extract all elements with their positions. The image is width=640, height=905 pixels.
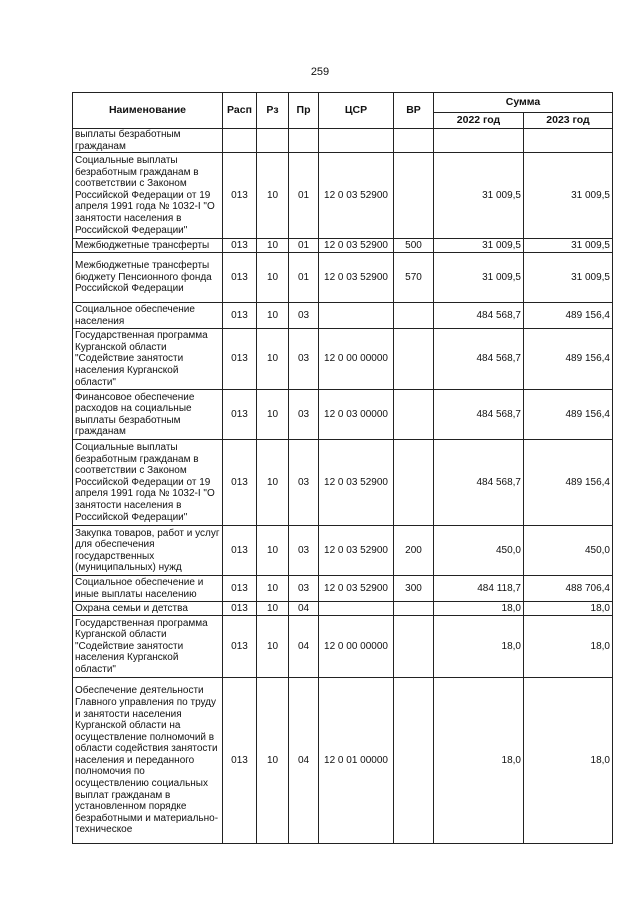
cell-2022: 484 568,7 — [434, 303, 524, 329]
cell-rasp: 013 — [223, 526, 257, 576]
cell-rz: 10 — [257, 329, 289, 390]
cell-vr: 300 — [394, 576, 434, 602]
header-2022: 2022 год — [434, 113, 524, 129]
cell-2022: 31 009,5 — [434, 239, 524, 253]
cell-csr — [319, 303, 394, 329]
cell-vr — [394, 440, 434, 526]
cell-rasp: 013 — [223, 602, 257, 616]
header-vr: ВР — [394, 93, 434, 129]
cell-rz: 10 — [257, 303, 289, 329]
cell-csr — [319, 602, 394, 616]
cell-csr: 12 0 03 52900 — [319, 253, 394, 303]
header-rz: Рз — [257, 93, 289, 129]
cell-csr: 12 0 03 00000 — [319, 390, 394, 440]
cell-vr: 570 — [394, 253, 434, 303]
cell-name: Обеспечение деятельности Главного управления по труду и занятости населения Курганской области на осуществление полномочий в области содействия занятости населения и переданного полномочия по осуществлению социальных выплат гражданам в установленном порядке безработными и материально-техническое — [73, 678, 223, 844]
cell-vr — [394, 329, 434, 390]
table-row — [73, 602, 613, 616]
cell-vr — [394, 616, 434, 678]
cell-2023: 31 009,5 — [524, 239, 613, 253]
cell-2023: 489 156,4 — [524, 329, 613, 390]
cell-2022: 450,0 — [434, 526, 524, 576]
cell-name: Охрана семьи и детства — [73, 602, 223, 616]
cell-rz: 10 — [257, 239, 289, 253]
table-row — [73, 440, 613, 526]
cell-name: Государственная программа Курганской области "Содействие занятости населения Курганской области" — [73, 329, 223, 390]
cell-vr — [394, 129, 434, 153]
cell-pr: 03 — [289, 303, 319, 329]
cell-rz: 10 — [257, 602, 289, 616]
header-sum: Сумма — [434, 93, 613, 113]
cell-rz: 10 — [257, 678, 289, 844]
cell-2023: 450,0 — [524, 526, 613, 576]
cell-csr: 12 0 03 52900 — [319, 526, 394, 576]
cell-vr — [394, 678, 434, 844]
cell-rasp — [223, 129, 257, 153]
cell-name: Межбюджетные трансферты бюджету Пенсионного фонда Российской Федерации — [73, 253, 223, 303]
budget-table — [72, 92, 613, 844]
cell-csr: 12 0 03 52900 — [319, 576, 394, 602]
cell-2022: 18,0 — [434, 602, 524, 616]
cell-pr: 01 — [289, 239, 319, 253]
cell-2023: 489 156,4 — [524, 390, 613, 440]
cell-pr: 04 — [289, 678, 319, 844]
cell-pr: 03 — [289, 526, 319, 576]
cell-name: Социальные выплаты безработным гражданам в соответствии с Законом Российской Федерации от 19 апреля 1991 года № 1032-I "О занятости населения в Российской Федерации" — [73, 440, 223, 526]
cell-rasp: 013 — [223, 153, 257, 239]
cell-rz — [257, 129, 289, 153]
table-row — [73, 390, 613, 440]
cell-2023: 489 156,4 — [524, 440, 613, 526]
cell-2023: 18,0 — [524, 678, 613, 844]
cell-csr — [319, 129, 394, 153]
cell-pr: 03 — [289, 440, 319, 526]
cell-vr — [394, 153, 434, 239]
cell-name: Закупка товаров, работ и услуг для обеспечения государственных (муниципальных) нужд — [73, 526, 223, 576]
table-row — [73, 678, 613, 844]
cell-rz: 10 — [257, 440, 289, 526]
cell-pr: 01 — [289, 153, 319, 239]
table-row — [73, 616, 613, 678]
table-row — [73, 239, 613, 253]
cell-name: Социальное обеспечение и иные выплаты населению — [73, 576, 223, 602]
cell-vr: 200 — [394, 526, 434, 576]
cell-pr: 04 — [289, 616, 319, 678]
table-row — [73, 253, 613, 303]
cell-vr — [394, 602, 434, 616]
cell-2023: 488 706,4 — [524, 576, 613, 602]
cell-2023: 18,0 — [524, 616, 613, 678]
cell-rz: 10 — [257, 153, 289, 239]
cell-2022: 484 568,7 — [434, 329, 524, 390]
header-2023: 2023 год — [524, 113, 613, 129]
cell-2023: 18,0 — [524, 602, 613, 616]
cell-vr — [394, 390, 434, 440]
cell-name: Межбюджетные трансферты — [73, 239, 223, 253]
cell-2022: 484 118,7 — [434, 576, 524, 602]
cell-2023: 31 009,5 — [524, 153, 613, 239]
table-row — [73, 153, 613, 239]
cell-pr: 03 — [289, 390, 319, 440]
cell-pr — [289, 129, 319, 153]
cell-rasp: 013 — [223, 678, 257, 844]
cell-pr: 03 — [289, 576, 319, 602]
cell-rasp: 013 — [223, 303, 257, 329]
cell-rz: 10 — [257, 390, 289, 440]
header-csr: ЦСР — [319, 93, 394, 129]
cell-2022: 18,0 — [434, 678, 524, 844]
cell-rz: 10 — [257, 526, 289, 576]
cell-rz: 10 — [257, 253, 289, 303]
cell-name: выплаты безработным гражданам — [73, 129, 223, 153]
cell-rasp: 013 — [223, 239, 257, 253]
cell-rasp: 013 — [223, 616, 257, 678]
cell-pr: 04 — [289, 602, 319, 616]
cell-rz: 10 — [257, 576, 289, 602]
cell-2022: 31 009,5 — [434, 153, 524, 239]
header-pr: Пр — [289, 93, 319, 129]
cell-csr: 12 0 00 00000 — [319, 329, 394, 390]
cell-2023: 489 156,4 — [524, 303, 613, 329]
cell-2023: 31 009,5 — [524, 253, 613, 303]
cell-rasp: 013 — [223, 440, 257, 526]
cell-2023 — [524, 129, 613, 153]
cell-rasp: 013 — [223, 390, 257, 440]
cell-vr: 500 — [394, 239, 434, 253]
table-row — [73, 303, 613, 329]
cell-name: Социальные выплаты безработным гражданам в соответствии с Законом Российской Федерации от 19 апреля 1991 года № 1032-I "О занятости населения в Российской Федерации" — [73, 153, 223, 239]
table-row — [73, 576, 613, 602]
page-number: 259 — [310, 66, 330, 78]
cell-2022: 484 568,7 — [434, 390, 524, 440]
cell-rasp: 013 — [223, 576, 257, 602]
cell-rz: 10 — [257, 616, 289, 678]
cell-rasp: 013 — [223, 329, 257, 390]
cell-csr: 12 0 03 52900 — [319, 153, 394, 239]
cell-csr: 12 0 03 52900 — [319, 440, 394, 526]
cell-csr: 12 0 03 52900 — [319, 239, 394, 253]
cell-name: Государственная программа Курганской области "Содействие занятости населения Курганской области" — [73, 616, 223, 678]
cell-2022: 31 009,5 — [434, 253, 524, 303]
cell-csr: 12 0 00 00000 — [319, 616, 394, 678]
cell-2022: 484 568,7 — [434, 440, 524, 526]
cell-pr: 03 — [289, 329, 319, 390]
table-row — [73, 129, 613, 153]
cell-rasp: 013 — [223, 253, 257, 303]
table-row — [73, 329, 613, 390]
cell-name: Финансовое обеспечение расходов на социальные выплаты безработным гражданам — [73, 390, 223, 440]
header-rasp: Расп — [223, 93, 257, 129]
table-row — [73, 526, 613, 576]
cell-csr: 12 0 01 00000 — [319, 678, 394, 844]
cell-vr — [394, 303, 434, 329]
cell-pr: 01 — [289, 253, 319, 303]
cell-name: Социальное обеспечение населения — [73, 303, 223, 329]
cell-2022 — [434, 129, 524, 153]
cell-2022: 18,0 — [434, 616, 524, 678]
header-name: Наименование — [73, 93, 223, 129]
